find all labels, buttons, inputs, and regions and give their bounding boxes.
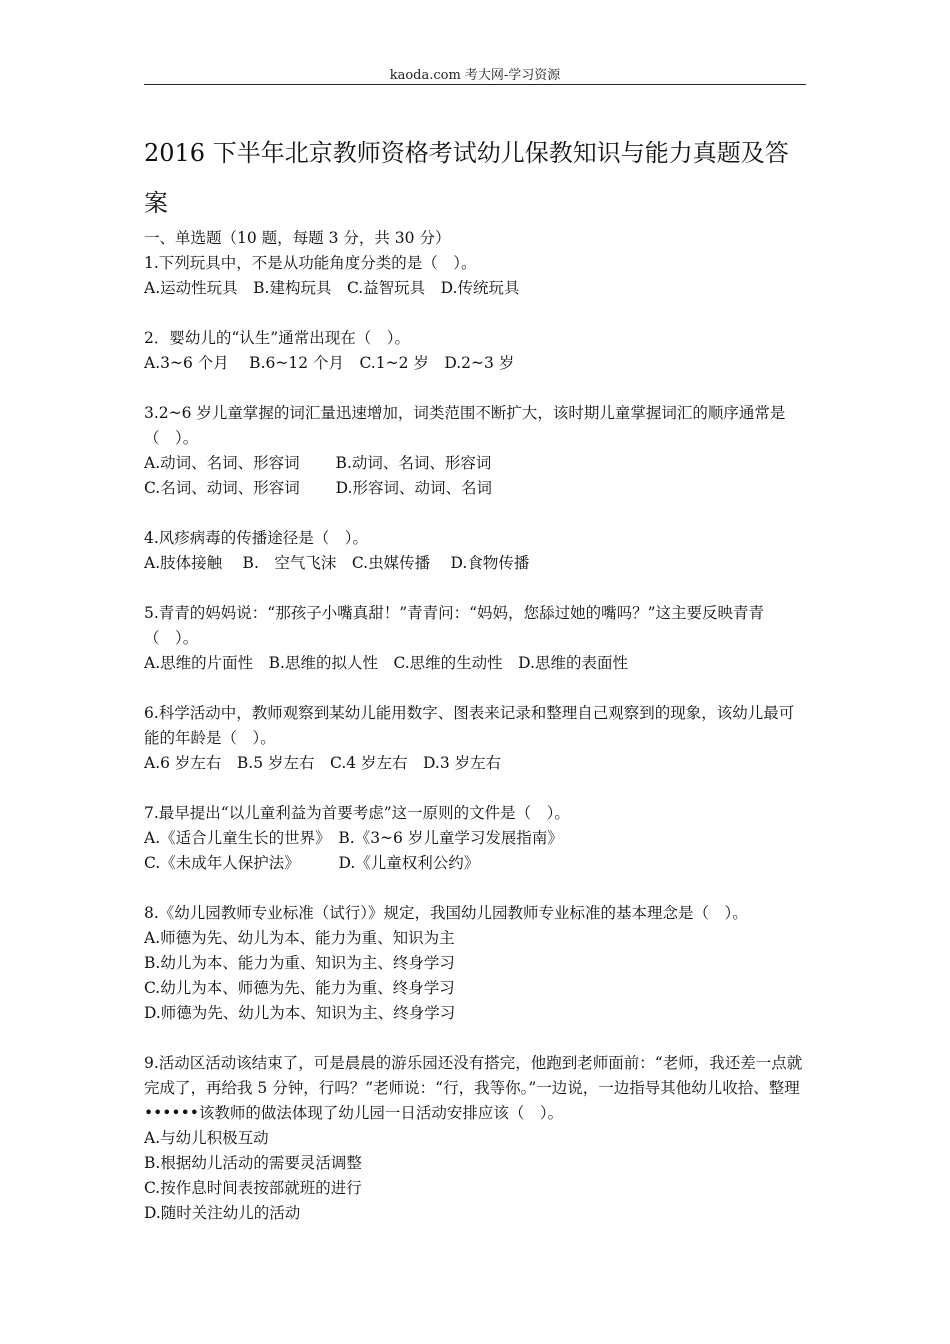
document-title: 2016 下半年北京教师资格考试幼儿保教知识与能力真题及答案: [144, 139, 789, 217]
question-options: A.师德为先、幼儿为本、能力为重、知识为主: [144, 929, 455, 947]
question-options: A.与幼儿积极互动: [144, 1129, 269, 1147]
spacer: [144, 576, 808, 601]
spacer: [144, 776, 808, 801]
question-2: [144, 326, 808, 376]
question-7: [144, 801, 808, 876]
spacer: [144, 301, 808, 326]
question-9: [144, 1051, 808, 1226]
question-stem: 2．婴幼儿的“认生”通常出现在（ ）。: [144, 329, 410, 347]
question-options: B.幼儿为本、能力为重、知识为主、终身学习: [144, 954, 455, 972]
question-options: C.名词、动词、形容词 D.形容词、动词、名词: [144, 479, 492, 497]
spacer: [144, 676, 808, 701]
document-body: [144, 226, 808, 1226]
question-stem: 9.活动区活动该结束了，可是晨晨的游乐园还没有搭完，他跑到老师面前：“老师，我还差一点就完成了，再给我 5 分钟，行吗？”老师说：“行，我等你。”一边说，一边指导其他幼儿收拾、整理••••••该教师的做法体现了幼儿园一日活动安排应该（ ）。: [144, 1054, 803, 1122]
question-options: C.幼儿为本、师德为先、能力为重、终身学习: [144, 979, 455, 997]
question-options: D.师德为先、幼儿为本、知识为主、终身学习: [144, 1004, 456, 1022]
question-3: [144, 401, 808, 501]
question-options: C.《未成年人保护法》 D.《儿童权利公约》: [144, 854, 480, 872]
spacer: [144, 1026, 808, 1051]
question-options: A.3~6 个月 B.6~12 个月 C.1~2 岁 D.2~3 岁: [144, 354, 515, 372]
question-options: A.《适合儿童生长的世界》 B.《3~6 岁儿童学习发展指南》: [144, 829, 563, 847]
question-stem: 1.下列玩具中，不是从功能角度分类的是（ ）。: [144, 254, 477, 272]
question-options: A.6 岁左右 B.5 岁左右 C.4 岁左右 D.3 岁左右: [144, 754, 502, 772]
question-options: A.肢体接触 B. 空气飞沫 C.虫媒传播 D.食物传播: [144, 554, 530, 572]
question-options: A.动词、名词、形容词 B.动词、名词、形容词: [144, 454, 492, 472]
question-stem: 3.2~6 岁儿童掌握的词汇量迅速增加，词类范围不断扩大，该时期儿童掌握词汇的顺序通常是（ ）。: [144, 404, 786, 447]
question-6: [144, 701, 808, 776]
question-options: B.根据幼儿活动的需要灵活调整: [144, 1154, 362, 1172]
question-4: [144, 526, 808, 576]
page-header: kaoda.com 考大网-学习资源: [389, 68, 561, 83]
question-stem: 5.青青的妈妈说：“那孩子小嘴真甜！”青青问：“妈妈，您舔过她的嘴吗？”这主要反映青青（ ）。: [144, 604, 764, 647]
spacer: [144, 501, 808, 526]
question-stem: 7.最早提出“以儿童利益为首要考虑”这一原则的文件是（ ）。: [144, 804, 570, 822]
question-options: C.按作息时间表按部就班的进行: [144, 1179, 362, 1197]
question-options: D.随时关注幼儿的活动: [144, 1204, 301, 1222]
question-8: [144, 901, 808, 1026]
question-stem: 6.科学活动中，教师观察到某幼儿能用数字、图表来记录和整理自己观察到的现象，该幼儿最可能的年龄是（ ）。: [144, 704, 795, 747]
section-heading: 一、单选题（10 题，每题 3 分，共 30 分）: [144, 229, 451, 247]
question-stem: 4.风疹病毒的传播途径是（ ）。: [144, 529, 369, 547]
header-rule: [144, 84, 806, 85]
spacer: [144, 376, 808, 401]
question-stem: 8.《幼儿园教师专业标准（试行）》规定，我国幼儿园教师专业标准的基本理念是（ ）。: [144, 904, 748, 922]
question-1: [144, 251, 808, 301]
question-options: A.思维的片面性 B.思维的拟人性 C.思维的生动性 D.思维的表面性: [144, 654, 628, 672]
question-options: A.运动性玩具 B.建构玩具 C.益智玩具 D.传统玩具: [144, 279, 520, 297]
question-5: [144, 601, 808, 676]
spacer: [144, 876, 808, 901]
